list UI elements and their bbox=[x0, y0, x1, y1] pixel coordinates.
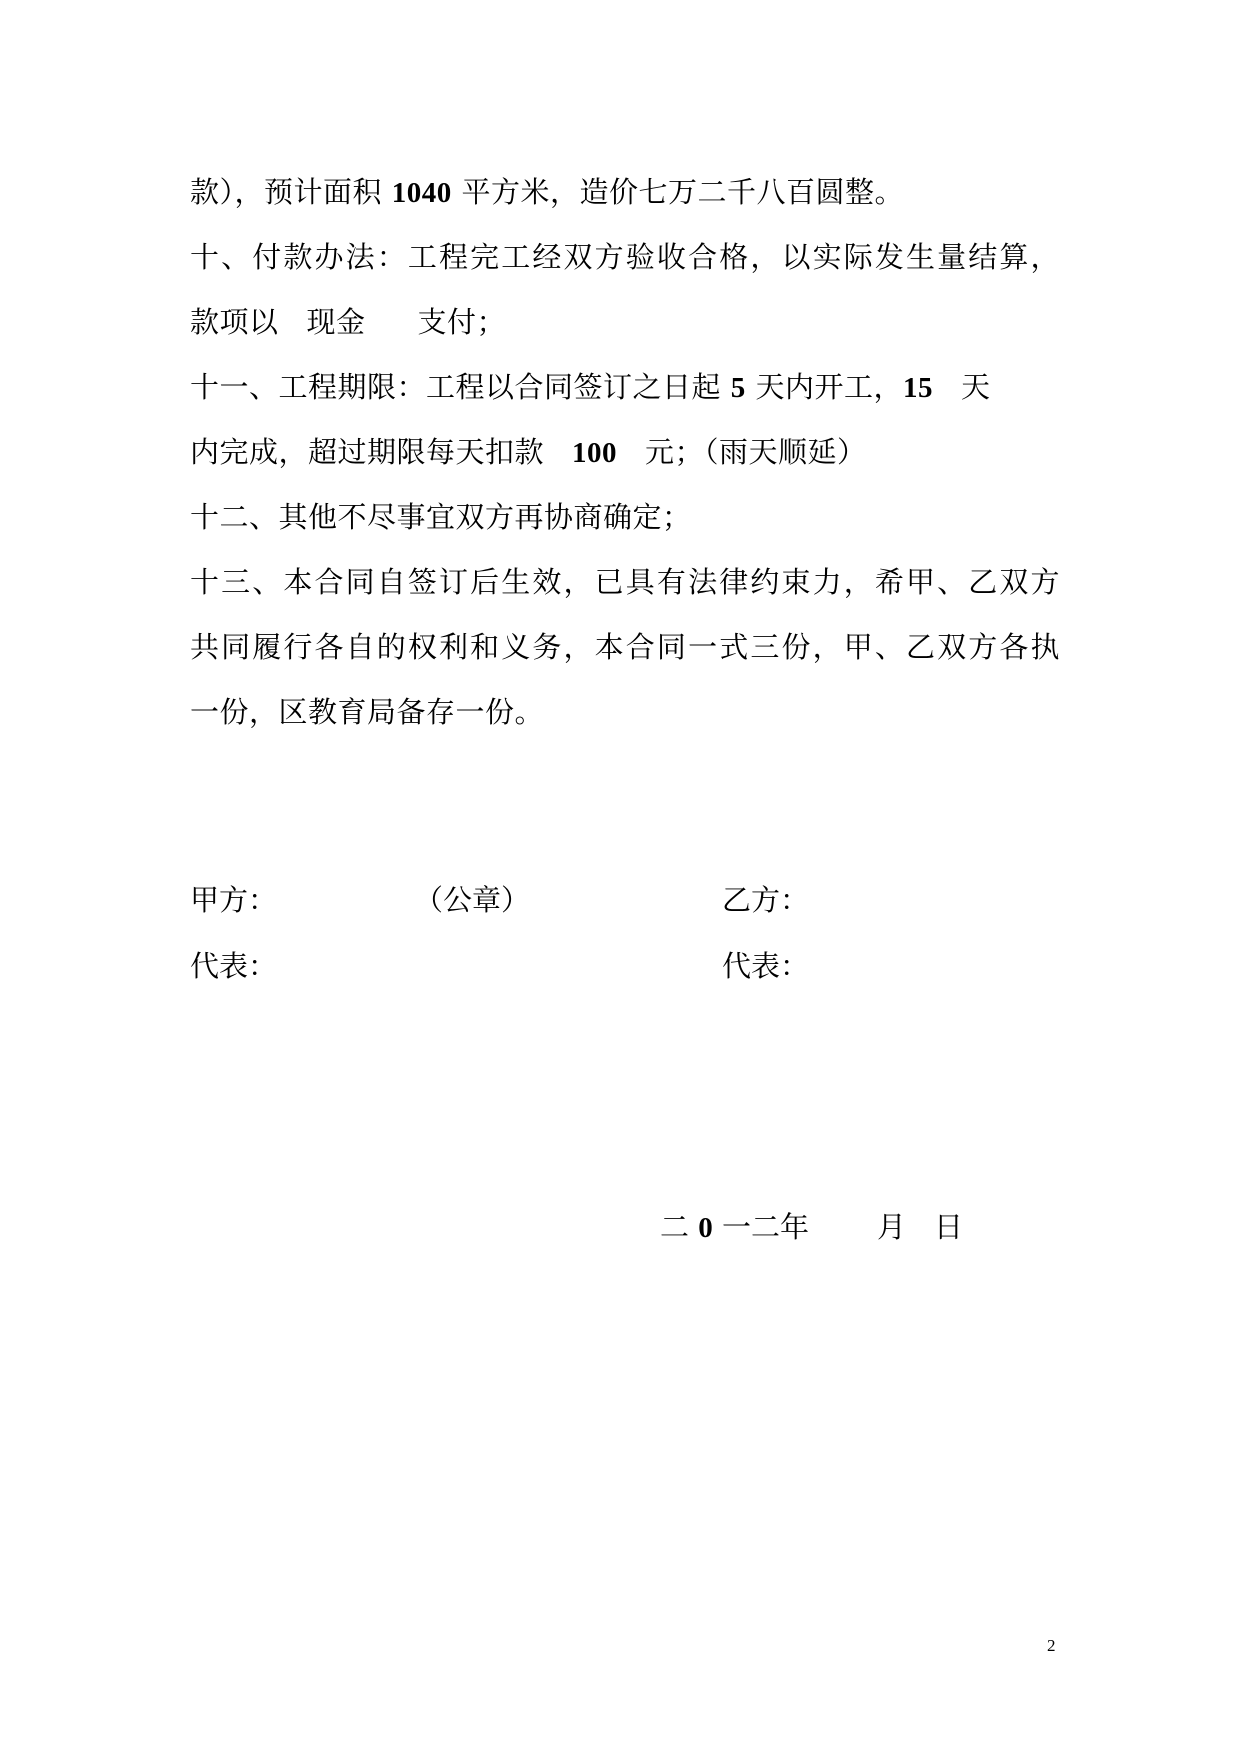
finish-days-value: 15 bbox=[902, 372, 933, 404]
line-text: 内完成，超过期限每天扣款 bbox=[190, 435, 545, 469]
clause-13-effectiveness-line-2 bbox=[190, 615, 1060, 680]
line-text: 一份，区教育局备存一份。 bbox=[190, 695, 545, 729]
date-day: 日 bbox=[933, 1210, 963, 1244]
line-text: 天 bbox=[960, 370, 991, 404]
date-text: 0 bbox=[698, 1212, 713, 1244]
date-text: 一二年 bbox=[721, 1210, 809, 1244]
clause-line-1 bbox=[190, 160, 1060, 225]
clause-12-other-matters bbox=[190, 485, 1060, 550]
date-text: 二 bbox=[660, 1210, 690, 1244]
line-text: 十一、工程期限：工程以合同签订之日起 bbox=[190, 370, 722, 404]
start-days-value: 5 bbox=[730, 372, 746, 404]
line-text: 平方米，造价七万二千八百圆整。 bbox=[461, 175, 904, 209]
clause-10-payment-method bbox=[190, 225, 1060, 290]
line-text: 支付； bbox=[417, 305, 507, 339]
daily-penalty-value: 100 bbox=[572, 437, 618, 469]
line-text: 十二、其他不尽事宜双方再协商确定； bbox=[190, 500, 692, 534]
line-text: 款项以 bbox=[190, 305, 279, 339]
contract-body bbox=[190, 160, 1060, 745]
payment-method-value: 现金 bbox=[306, 305, 366, 339]
party-b-label: 乙方： bbox=[722, 883, 810, 917]
estimated-area: 1040 bbox=[391, 177, 452, 209]
line-text: 款），预计面积 bbox=[190, 175, 383, 209]
line-text: 共同履行各自的权利和义务，本合同一式三份，甲、乙双方各执 bbox=[190, 630, 1060, 664]
line-text: 元；（雨天顺延） bbox=[645, 435, 867, 469]
clause-13-effectiveness-line-3 bbox=[190, 680, 1060, 745]
seal-label: （公章） bbox=[414, 883, 531, 917]
clause-11-duration bbox=[190, 355, 1060, 420]
clause-10-payment-line-2 bbox=[190, 290, 1060, 355]
clause-13-effectiveness bbox=[190, 550, 1060, 615]
date-month: 月 bbox=[876, 1210, 906, 1244]
line-text: 十、付款办法：工程完工经双方验收合格，以实际发生量结算， bbox=[190, 240, 1060, 274]
signing-date bbox=[660, 1207, 963, 1248]
page-number: 2 bbox=[1047, 1636, 1056, 1655]
clause-11-duration-line-2 bbox=[190, 420, 1060, 485]
party-b-representative-label: 代表： bbox=[722, 949, 810, 983]
line-text: 十三、本合同自签订后生效，已具有法律约束力，希甲、乙双方 bbox=[190, 565, 1060, 599]
line-text: 天内开工， bbox=[755, 370, 903, 404]
party-a-representative-label: 代表： bbox=[190, 949, 278, 983]
party-a-label: 甲方： bbox=[190, 883, 278, 917]
